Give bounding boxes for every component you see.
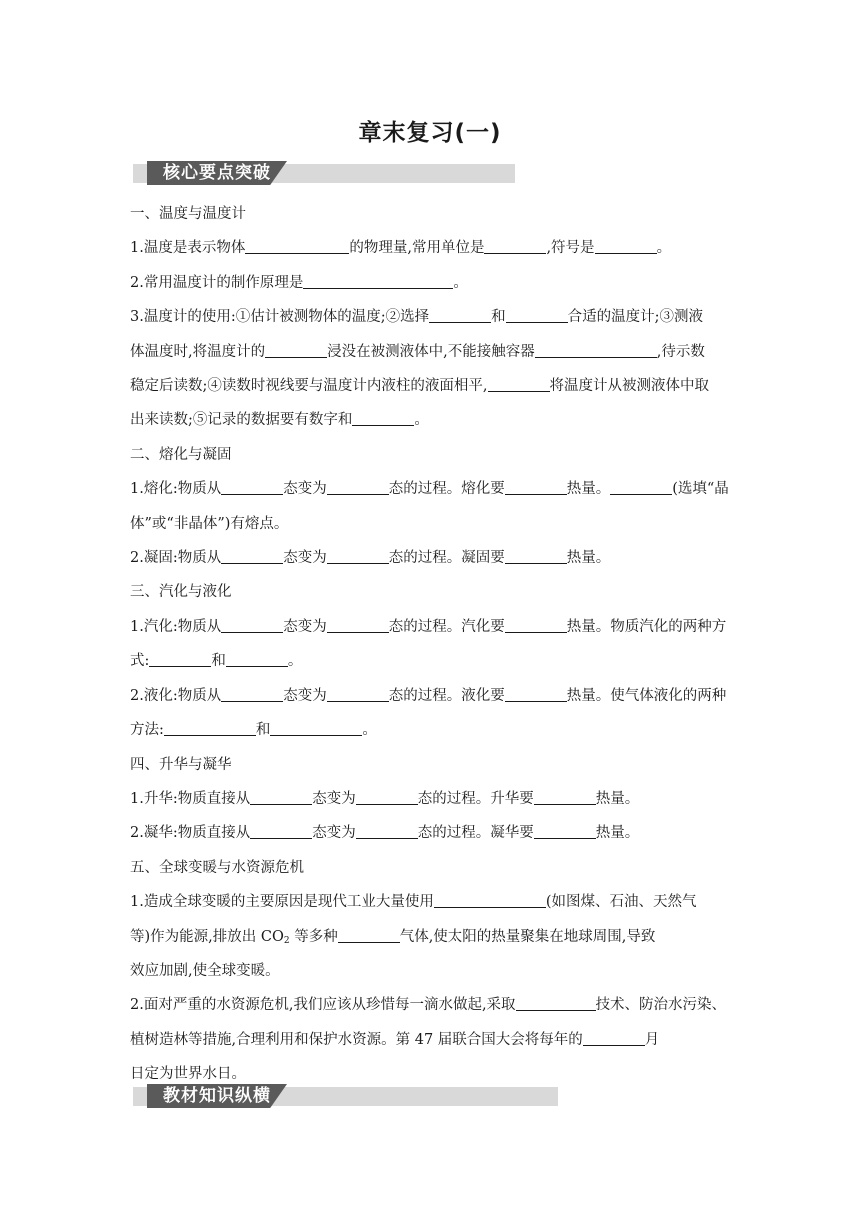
fill-blank[interactable] [250,786,312,805]
fill-blank[interactable] [505,545,567,564]
item-2-1: 1.熔化:物质从 态变为 态的过程。熔化要 热量。 (选填“晶 [130,472,740,506]
fill-blank[interactable] [429,304,491,323]
item-1-3-cont: 稳定后读数;④读数时视线要与温度计内液柱的液面相平, 将温度计从被测液体中取 [130,369,740,403]
heading-temperature: 一、温度与温度计 [130,206,246,222]
fill-blank[interactable] [434,889,546,908]
fill-blank[interactable] [221,476,283,495]
item-5-1-cont: 效应加剧,使全球变暖。 [130,962,280,979]
section-header-label: 教材知识纵横 [163,1086,271,1106]
fill-blank[interactable] [506,304,568,323]
item-4-1: 1.升华:物质直接从 态变为 态的过程。升华要 热量。 [130,782,740,816]
fill-blank[interactable] [610,476,672,495]
fill-blank[interactable] [338,924,400,943]
section-header-core [133,164,515,183]
fill-blank[interactable] [164,717,256,736]
fill-blank[interactable] [221,614,283,633]
item-1-2: 2.常用温度计的制作原理是 。 [130,266,740,300]
fill-blank[interactable] [270,717,362,736]
heading-sublimation: 四、升华与凝华 [130,756,232,773]
fill-blank[interactable] [327,614,389,633]
item-5-2: 2.面对严重的水资源危机,我们应该从珍惜每一滴水做起,采取 技术、防治水污染、 [130,988,740,1022]
review-content [130,197,740,1092]
fill-blank[interactable] [226,648,288,667]
item-2-1-cont: 体”或“非晶体”)有熔点。 [130,515,289,532]
fill-blank[interactable] [595,235,657,254]
fill-blank[interactable] [488,373,550,392]
heading-melting: 二、熔化与凝固 [130,446,232,463]
fill-blank[interactable] [535,339,657,358]
fill-blank[interactable] [327,476,389,495]
fill-blank[interactable] [352,407,414,426]
fill-blank[interactable] [356,786,418,805]
section-header-label: 核心要点突破 [163,163,271,183]
fill-blank[interactable] [327,683,389,702]
heading-vaporization: 三、汽化与液化 [130,584,232,601]
page-title: 章末复习(一) [358,120,502,146]
item-1-1: 1.温度是表示物体 的物理量,常用单位是 ,符号是 。 [130,231,740,265]
fill-blank[interactable] [356,820,418,839]
fill-blank[interactable] [327,545,389,564]
fill-blank[interactable] [583,1027,645,1046]
fill-blank[interactable] [505,476,567,495]
item-3-1: 1.汽化:物质从 态变为 态的过程。汽化要 热量。物质汽化的两种方 [130,610,740,644]
fill-blank[interactable] [303,270,453,289]
item-3-1-cont: 式: 和 。 [130,644,740,678]
fill-blank[interactable] [245,235,349,254]
item-5-2-cont: 植树造林等措施,合理利用和保护水资源。第 47 届联合国大会将每年的 月 [130,1023,740,1057]
item-1-3-cont: 体温度时,将温度计的 浸没在被测液体中,不能接触容器 ,待示数 [130,335,740,369]
item-3-2-cont: 方法: 和 。 [130,713,740,747]
fill-blank[interactable] [149,648,211,667]
item-5-1-cont: 等)作为能源,排放出 $CO_2$ 等多种 气体,使太阳的热量聚集在地球周围,导致 [130,920,740,954]
fill-blank[interactable] [505,683,567,702]
item-3-2: 2.液化:物质从 态变为 态的过程。液化要 热量。使气体液化的两种 [130,679,740,713]
fill-blank[interactable] [534,786,596,805]
fill-blank[interactable] [221,683,283,702]
item-2-2: 2.凝固:物质从 态变为 态的过程。凝固要 热量。 [130,541,740,575]
item-5-2-cont: 日定为世界水日。 [130,1066,246,1083]
item-1-3-cont: 出来读数;⑤记录的数据要有数字和 。 [130,403,740,437]
heading-global-warming: 五、全球变暖与水资源危机 [130,859,304,876]
fill-blank[interactable] [221,545,283,564]
section-header-textbook [133,1087,558,1106]
fill-blank[interactable] [250,820,312,839]
item-4-2: 2.凝华:物质直接从 态变为 态的过程。凝华要 热量。 [130,816,740,850]
fill-blank[interactable] [484,235,546,254]
fill-blank[interactable] [534,820,596,839]
fill-blank[interactable] [505,614,567,633]
item-1-3: 3.温度计的使用:①估计被测物体的温度;②选择 和 合适的温度计;③测液 [130,300,740,334]
fill-blank[interactable] [265,339,327,358]
item-5-1: 1.造成全球变暖的主要原因是现代工业大量使用 (如图煤、石油、天然气 [130,885,740,919]
fill-blank[interactable] [516,992,596,1011]
